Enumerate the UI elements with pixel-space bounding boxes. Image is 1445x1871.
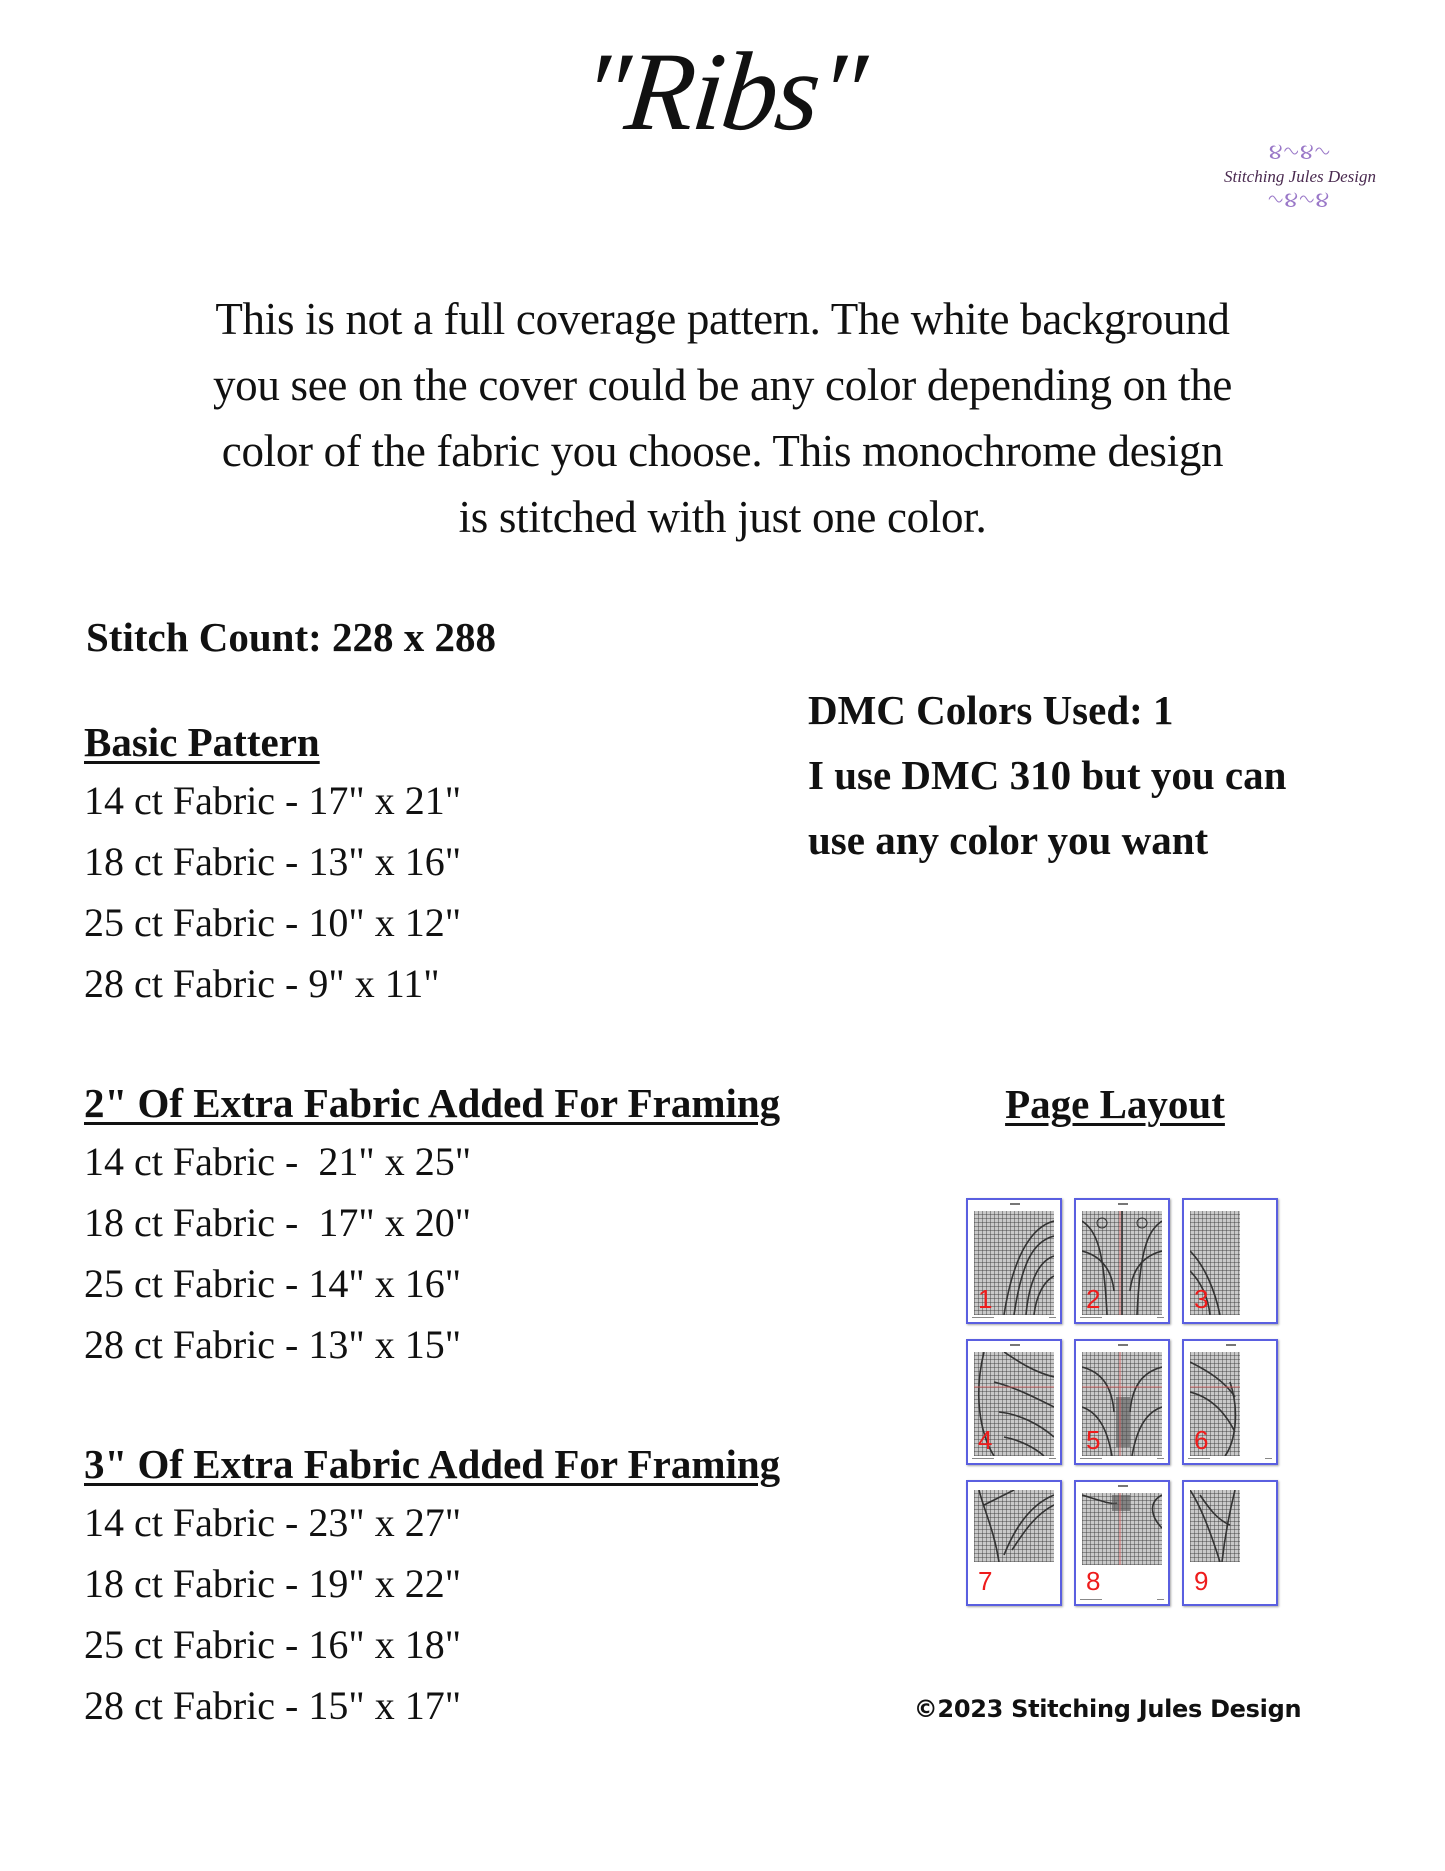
page-thumbnail: [1182, 1480, 1278, 1606]
fabric-size-row: 25 ct Fabric - 16" x 18": [84, 1622, 462, 1667]
dmc-line: DMC Colors Used: 1: [808, 687, 1174, 733]
stitch-count: Stitch Count: 228 x 288: [86, 614, 497, 660]
section-heading: 3" Of Extra Fabric Added For Framing: [84, 1441, 781, 1487]
section-2in-framing: [84, 1075, 780, 1375]
fabric-size-row: 28 ct Fabric - 15" x 17": [84, 1683, 462, 1728]
dmc-colors-info: [808, 678, 1286, 873]
fabric-size-row: 14 ct Fabric - 23" x 27": [84, 1500, 462, 1545]
page-thumbnail: [1074, 1339, 1170, 1465]
ribcage-sketch-icon: [1082, 1493, 1162, 1565]
ribcage-sketch-icon: [974, 1490, 1054, 1562]
page-thumbnail: [966, 1339, 1062, 1465]
chart-grid-image: [974, 1490, 1054, 1562]
swirl-ornament-icon: ∿૪∿૪: [1268, 188, 1332, 213]
page-number: 1: [978, 1284, 993, 1314]
page-thumbnail: [966, 1198, 1062, 1324]
intro-line: color of the fabric you choose. This monochrome design: [221, 426, 1224, 476]
chart-grid-image: [1082, 1493, 1162, 1565]
fabric-size-row: 18 ct Fabric - 19" x 22": [84, 1561, 462, 1606]
intro-line: you see on the cover could be any color depending on the: [212, 360, 1233, 410]
fabric-size-row: 25 ct Fabric - 14" x 16": [84, 1261, 462, 1306]
fabric-size-row: 25 ct Fabric - 10" x 12": [84, 900, 462, 945]
page-number: 7: [978, 1566, 993, 1596]
section-heading: Basic Pattern: [84, 719, 320, 765]
page-number: 4: [978, 1425, 993, 1455]
page-thumbnail: [966, 1480, 1062, 1606]
swirl-ornament-icon: ૪∿૪∿: [1268, 140, 1332, 165]
page-thumbnail: [1074, 1480, 1170, 1606]
intro-line: is stitched with just one color.: [458, 492, 987, 542]
page-number: 9: [1194, 1566, 1209, 1596]
intro-line: This is not a full coverage pattern. The white background: [215, 294, 1230, 344]
fabric-size-row: 18 ct Fabric - 17" x 20": [84, 1200, 472, 1245]
section-basic-pattern: [84, 714, 461, 1014]
fabric-size-row: 14 ct Fabric - 17" x 21": [84, 778, 462, 823]
page-number: 3: [1194, 1284, 1209, 1314]
page-thumbnail: [1074, 1198, 1170, 1324]
page-number: 5: [1086, 1425, 1101, 1455]
fabric-size-row: 14 ct Fabric - 21" x 25": [84, 1139, 472, 1184]
page-number: 6: [1194, 1425, 1209, 1455]
page-layout-title: Page Layout: [1005, 1081, 1225, 1127]
fabric-size-row: 28 ct Fabric - 9" x 11": [84, 961, 440, 1006]
fabric-size-row: 28 ct Fabric - 13" x 15": [84, 1322, 462, 1367]
ribcage-sketch-icon: [1190, 1490, 1240, 1562]
page-thumbnail: [1182, 1198, 1278, 1324]
page-thumbnail: [1182, 1339, 1278, 1465]
intro-paragraph: [140, 286, 1305, 550]
dmc-line: use any color you want: [808, 817, 1209, 863]
fabric-size-row: 18 ct Fabric - 13" x 16": [84, 839, 462, 884]
copyright-notice: ©2023 Stitching Jules Design: [913, 1695, 1302, 1723]
section-3in-framing: [84, 1436, 780, 1736]
page-number: 8: [1086, 1566, 1101, 1596]
logo-text: Stitching Jules Design: [1223, 167, 1377, 186]
dmc-line: I use DMC 310 but you can: [808, 752, 1287, 798]
pattern-title: "Ribs": [575, 30, 870, 154]
section-heading: 2" Of Extra Fabric Added For Framing: [84, 1080, 781, 1126]
chart-grid-image: [1190, 1490, 1240, 1562]
page-number: 2: [1086, 1284, 1101, 1314]
brand-logo: [1200, 140, 1400, 245]
